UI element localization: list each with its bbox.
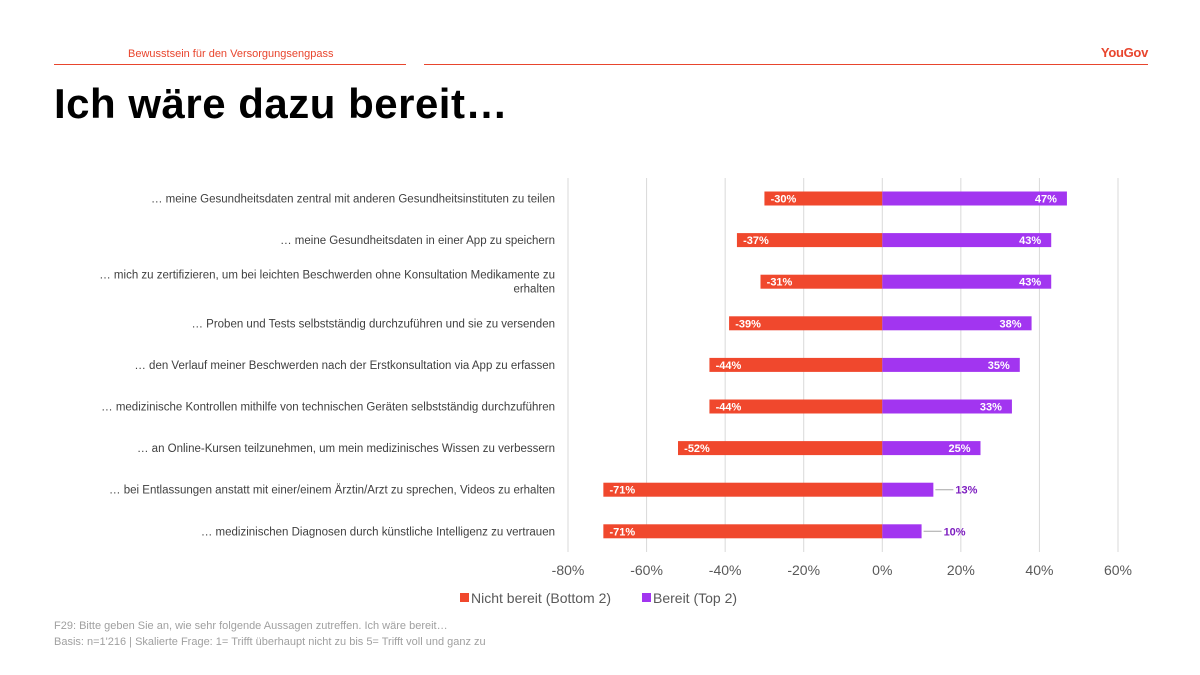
legend-swatch-0 (460, 593, 469, 602)
bar-willing-7 (882, 483, 933, 497)
x-tick-label-1: -60% (630, 562, 663, 578)
category-label-6 (137, 443, 555, 455)
category-labels (99, 194, 555, 539)
data-label-not-willing-5: -44% (715, 401, 742, 414)
category-label-7 (109, 485, 555, 497)
footnote-basis: Basis: n=1'216 | Skalierte Frage: 1= Trifft überhaupt nicht zu bis 5= Trifft voll und ganz zu (54, 636, 486, 648)
data-label-willing-5: 33% (979, 401, 1002, 414)
x-tick-label-7: 60% (1103, 562, 1133, 578)
category-label-line: … Proben und Tests selbstständig durchzuführen und sie zu versenden (191, 318, 555, 331)
x-tick-label-5: 20% (946, 562, 975, 578)
data-label-not-willing-2: -31% (766, 276, 793, 289)
category-label-line: … medizinischen Diagnosen durch künstliche Intelligenz zu vertrauen (200, 526, 555, 539)
data-label-not-willing-7: -71% (609, 484, 636, 497)
category-label-line: … den Verlauf meiner Beschwerden nach der Erstkonsultation via App zu erfassen (134, 359, 555, 372)
x-tick-label-2: -40% (708, 562, 742, 578)
category-label-line: … bei Entlassungen anstatt mit einer/einem Ärztin/Arzt zu sprechen, Videos zu erhalten (109, 484, 555, 497)
data-label-willing-4: 35% (987, 359, 1010, 372)
category-label-4 (134, 360, 555, 372)
category-label-3 (191, 318, 555, 330)
data-label-willing-8: 10% (943, 526, 966, 539)
category-label-5 (101, 402, 555, 414)
data-label-not-willing-1: -37% (743, 235, 769, 248)
data-label-not-willing-8: -71% (609, 526, 636, 539)
category-label-1 (280, 235, 555, 247)
category-label-line: erhalten (513, 283, 555, 296)
x-tick-label-6: 40% (1025, 562, 1054, 578)
category-label-2 (99, 270, 555, 296)
category-label-line: … an Online-Kursen teilzunehmen, um mein medizinisches Wissen zu verbessern (136, 443, 555, 456)
legend-label-0: Nicht bereit (Bottom 2) (471, 590, 612, 606)
section-label: Bewusstsein für den Versorgungsengpass (128, 48, 334, 60)
bar-not-willing-8 (603, 524, 882, 538)
bar-not-willing-7 (603, 483, 882, 497)
data-label-not-willing-3: -39% (735, 318, 761, 331)
x-tick-label-4: 0% (872, 562, 893, 578)
category-label-0 (151, 194, 555, 206)
x-axis-ticks (552, 562, 1132, 578)
footnote-question: F29: Bitte geben Sie an, wie sehr folgende Aussagen zutreffen. Ich wäre bereit… (54, 620, 448, 632)
data-label-willing-7: 13% (955, 484, 978, 497)
chart-legend (460, 590, 737, 606)
data-label-willing-0: 47% (1034, 193, 1057, 206)
chart-bars (603, 192, 1067, 539)
category-label-line: … meine Gesundheitsdaten zentral mit anderen Gesundheitsinstituten zu teilen (150, 193, 555, 206)
data-label-willing-2: 43% (1019, 276, 1042, 289)
category-label-line: … medizinische Kontrollen mithilfe von technischen Geräten selbstständig durchzuführen (101, 401, 555, 414)
data-label-willing-3: 38% (999, 318, 1022, 331)
x-tick-label-3: -20% (787, 562, 821, 578)
legend-swatch-1 (642, 593, 651, 602)
category-label-line: … meine Gesundheitsdaten in einer App zu speichern (280, 235, 555, 248)
legend-label-1: Bereit (Top 2) (653, 590, 738, 606)
data-label-not-willing-4: -44% (715, 359, 742, 372)
bar-willing-8 (882, 524, 921, 538)
data-label-not-willing-6: -52% (684, 443, 710, 456)
brand-logo: YouGov (1100, 45, 1148, 60)
data-label-willing-1: 43% (1019, 235, 1042, 248)
data-label-willing-6: 25% (948, 443, 971, 456)
page-title: Ich wäre dazu bereit… (54, 80, 508, 127)
category-label-line: … mich zu zertifizieren, um bei leichten Beschwerden ohne Konsultation Medikamente zu (99, 269, 555, 282)
category-label-8 (201, 526, 555, 538)
x-tick-label-0: -80% (551, 562, 585, 578)
data-label-not-willing-0: -30% (770, 193, 797, 206)
